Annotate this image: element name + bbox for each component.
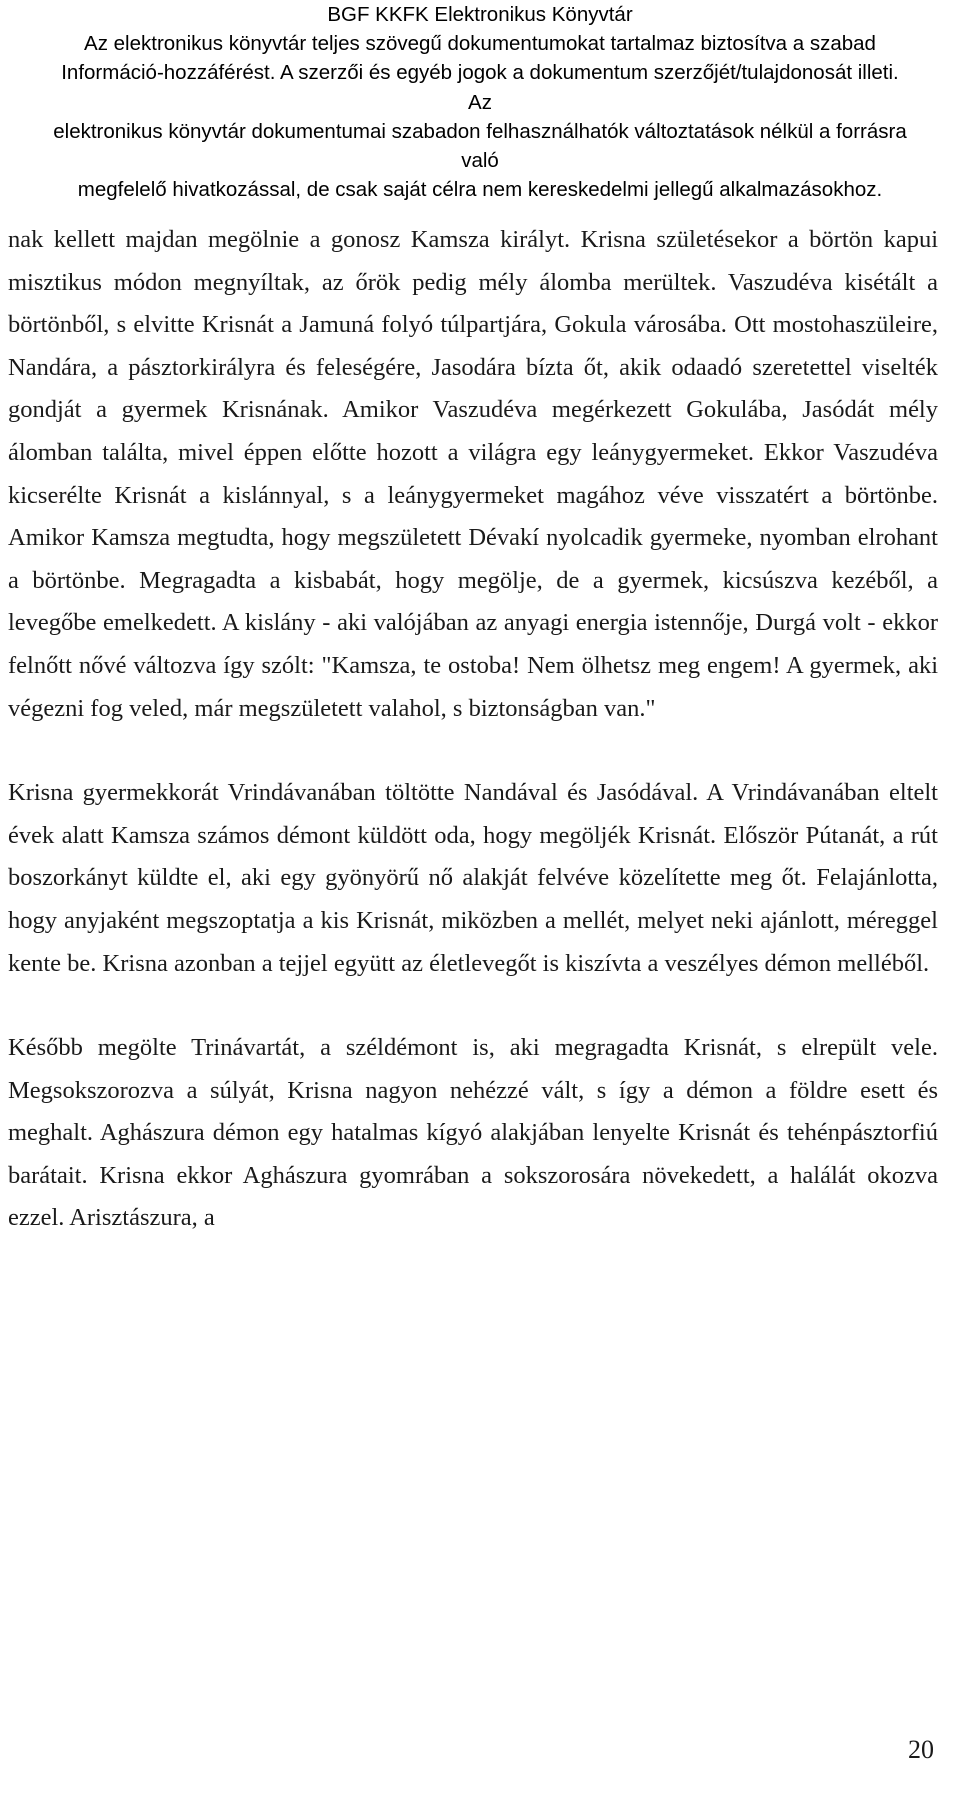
page-number: 20	[908, 1735, 934, 1764]
notice-line: való	[461, 149, 499, 173]
notice-line: Az elektronikus könyvtár teljes szövegű dokumentumokat tartalmaz biztosítva a szabad	[84, 32, 876, 56]
library-name-line: BGF KKFK Elektronikus Könyvtár	[327, 3, 633, 26]
library-notice-header	[0, 0, 960, 204]
body-paragraph: nak kellett majdan megölnie a gonosz Kamsza királyt. Krisna születésekor a börtön kapui misztikus módon megnyíltak, az őrök pedig mély álomba merültek. Vaszudéva kisétált a börtönből, s elvitte Krisnát a Jamuná folyó túlpartjára, Gokula városába. Ott mostohaszüleire, Nandára, a pásztorkirályra és feleségére, Jasodára bízta őt, akik odaadó szeretettel viselték gondját a gyermek Krisnának. Amikor Vaszudéva megérkezett Gokulába, Jasódát mély álomban találta, mivel éppen előtte hozott a világra egy leánygyermeket. Ekkor Vaszudéva kicserélte Krisnát a kislánnyal, s a leánygyermeket magához véve visszatért a börtönbe. Amikor Kamsza megtudta, hogy megszületett Dévakí nyolcadik gyermeke, nyomban elrohant a börtönbe. Megragadta a kisbabát, hogy megölje, de a gyermek, kicsúszva kezéből, a levegőbe emelkedett. A kislány - aki valójában az anyagi energia istennője, Durgá volt - ekkor felnőtt nővé változva így szólt: "Kamsza, te ostoba! Nem ölhetsz meg engem! A gyermek, aki végezni fog veled, már megszületett valahol, s biztonságban van."	[8, 226, 938, 722]
document-body	[8, 219, 938, 1240]
notice-line: Az	[468, 90, 492, 114]
body-paragraph: Később megölte Trinávartát, a széldémont is, aki megragadta Krisnát, s elrepült vele. Megsokszorozva a súlyát, Krisna nagyon nehézzé vált, s így a démon a földre esett és meghalt. Aghászura démon egy hatalmas kígyó alakjában lenyelte Krisnát és tehénpásztorfiú barátait. Krisna ekkor Aghászura gyomrában a sokszorosára növekedett, a halálát okozva ezzel. Arisztászura, a	[8, 1034, 938, 1232]
notice-line: elektronikus könyvtár dokumentumai szabadon felhasználhatók változtatások nélkül a forrásra	[53, 119, 907, 143]
notice-line: megfelelő hivatkozással, de csak saját célra nem kereskedelmi jellegű alkalmazásokhoz.	[77, 178, 883, 202]
body-paragraph: Krisna gyermekkorát Vrindávanában töltötte Nandával és Jasódával. A Vrindávanában eltelt évek alatt Kamsza számos démont küldött oda, hogy megöljék Krisnát. Először Pútanát, a rút boszorkányt küldte el, aki egy gyönyörű nő alakját felvéve közelítette meg őt. Felajánlotta, hogy anyjaként megszoptatja a kis Krisnát, miközben a mellét, melyet neki ajánlott, méreggel kente be. Krisna azonban a tejjel együtt az életlevegőt is kiszívta a veszélyes démon melléből.	[8, 779, 938, 977]
notice-line: Információ-hozzáférést. A szerzői és egyéb jogok a dokumentum szerzőjét/tulajdonosát illeti.	[61, 61, 899, 85]
